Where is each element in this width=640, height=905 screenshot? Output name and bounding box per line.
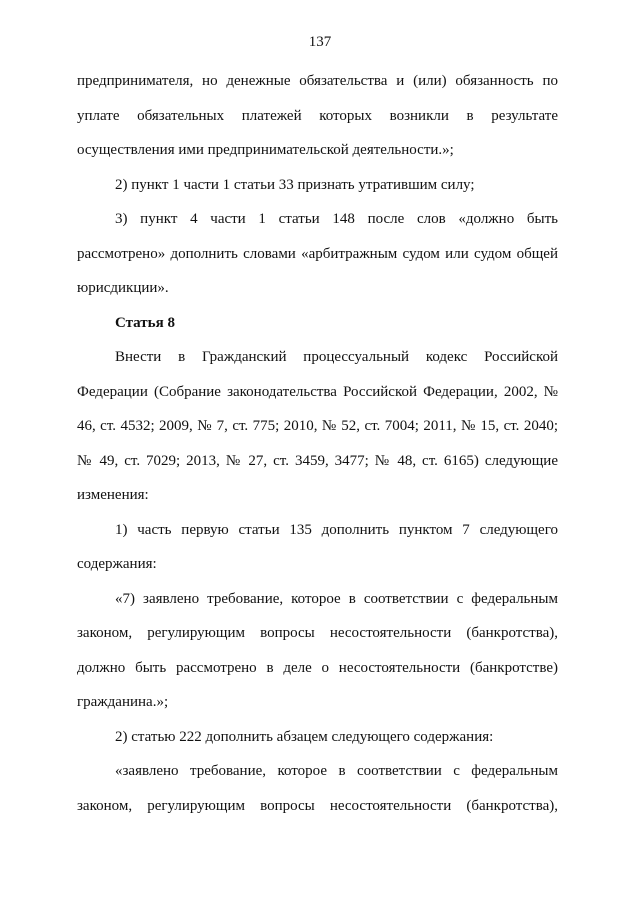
paragraph-continuation: предпринимателя, но денежные обязательства и (или) обязанность по уплате обязательных платежей которых возникли в результате осуществления ими предпринимательской деятельности.»; bbox=[77, 73, 558, 158]
paragraph-item-2: 2) пункт 1 части 1 статьи 33 признать утратившим силу; bbox=[115, 176, 475, 193]
page-number: 137 bbox=[308, 34, 332, 50]
paragraph-article-intro: Внести в Гражданский процессуальный кодекс Российской Федерации (Собрание законодательства Российской Федерации, 2002, № 46, ст. 4532; 2009, № 7, ст. 775; 2010, № 52, ст. 7004; 2011, № 15, ст. 2040; № 49, ст. 7029; 2013, № 27, ст. 3459, 3477; № 48, ст. 6165) следующие изменения: bbox=[77, 349, 558, 503]
article-heading: Статья 8 bbox=[115, 314, 175, 331]
paragraph-item-2-article-222: 2) статью 222 дополнить абзацем следующего содержания: bbox=[115, 728, 494, 745]
document-body bbox=[77, 64, 558, 823]
paragraph-quote-7: «7) заявлено требование, которое в соответствии с федеральным законом, регулирующим вопросы несостоятельности (банкротства), должно быть рассмотрено в деле о несостоятельности (банкротстве) гражданина.»; bbox=[77, 590, 558, 710]
paragraph-item-1: 1) часть первую статьи 135 дополнить пунктом 7 следующего содержания: bbox=[77, 521, 558, 572]
paragraph-item-3: 3) пункт 4 части 1 статьи 148 после слов «должно быть рассмотрено» дополнить словами «арбитражным судом или судом общей юрисдикции». bbox=[77, 211, 558, 296]
paragraph-quote-continuation: «заявлено требование, которое в соответствии с федеральным законом, регулирующим вопросы несостоятельности (банкротства), bbox=[77, 763, 558, 814]
